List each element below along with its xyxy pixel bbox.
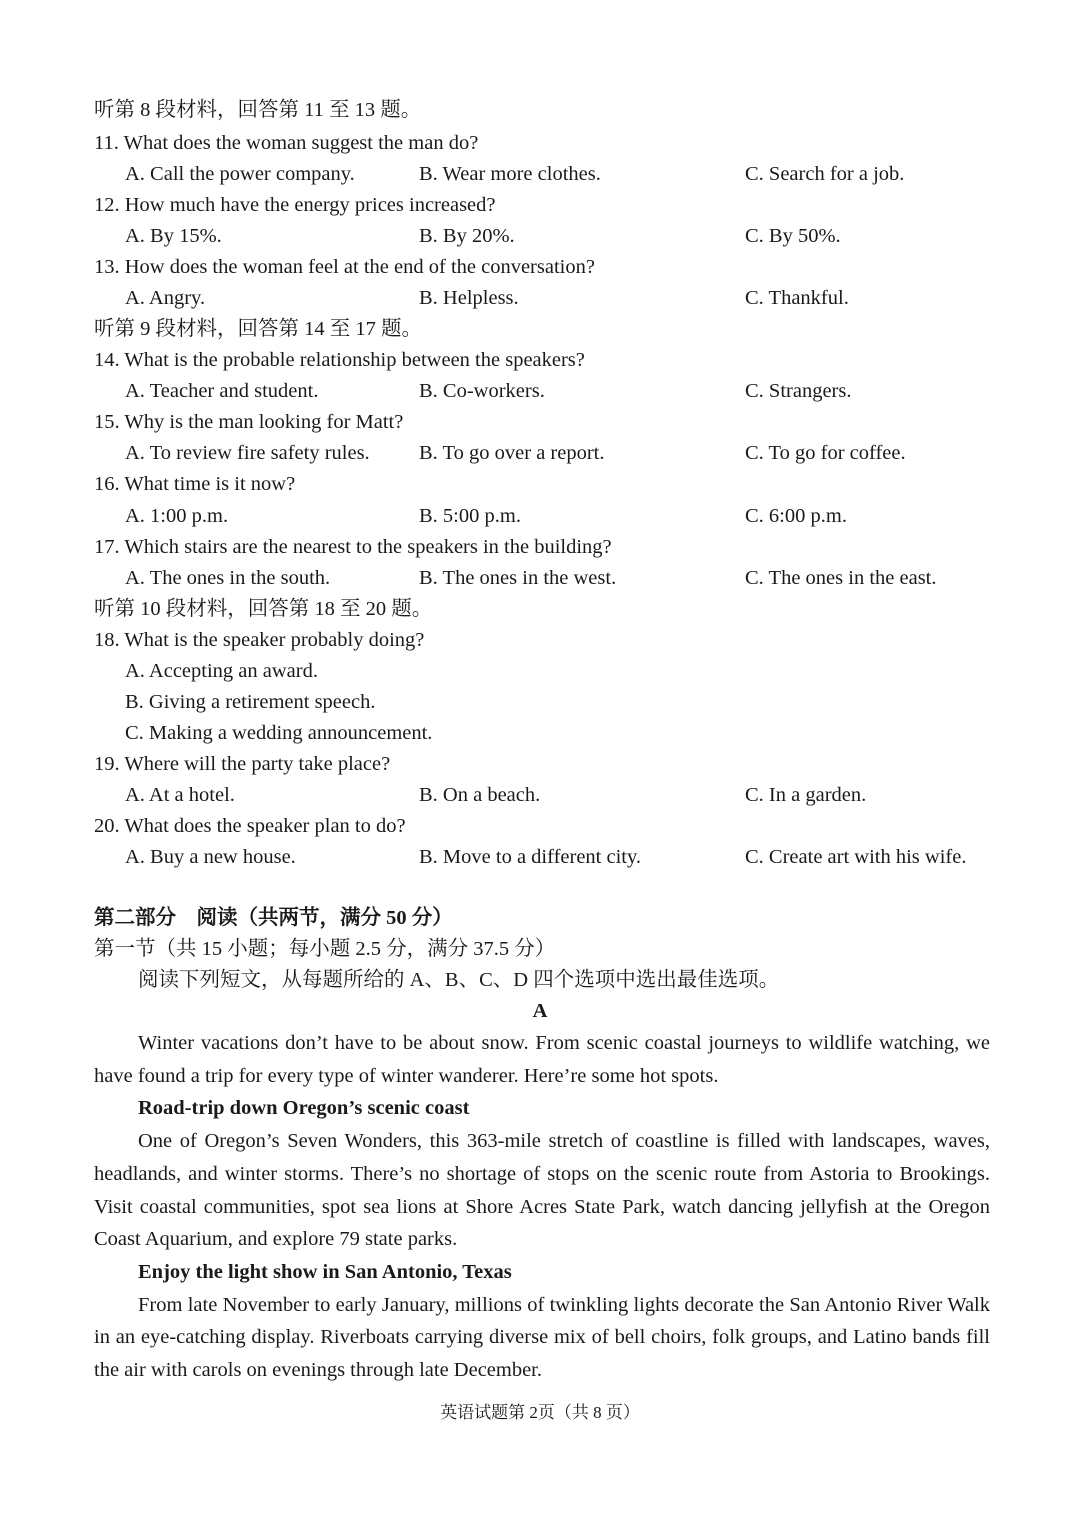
question-stem: 15. Why is the man looking for Matt? <box>94 411 404 433</box>
section-header: 听第 9 段材料，回答第 14 至 17 题。 <box>94 318 422 340</box>
option-b: B. On a beach. <box>419 784 541 806</box>
option-b: B. To go over a report. <box>419 442 605 464</box>
heading-san-antonio: Enjoy the light show in San Antonio, Texas <box>138 1260 512 1283</box>
question-stem: 18. What is the speaker probably doing? <box>94 629 425 651</box>
question-stem: 12. How much have the energy prices increased? <box>94 194 496 216</box>
option-c: C. In a garden. <box>745 784 867 806</box>
option-b: B. Helpless. <box>419 287 519 309</box>
question-stem: 14. What is the probable relationship between the speakers? <box>94 349 585 371</box>
option-b: B. The ones in the west. <box>419 567 617 589</box>
option-c: C. Strangers. <box>745 380 852 402</box>
passage-label: A <box>532 1000 548 1022</box>
option-a: A. Teacher and student. <box>125 380 319 402</box>
option-a: A. To review fire safety rules. <box>125 442 370 464</box>
section-header: 听第 8 段材料，回答第 11 至 13 题。 <box>94 99 422 121</box>
instruction: 阅读下列短文，从每题所给的 A、B、C、D 四个选项中选出最佳选项。 <box>138 969 780 991</box>
option-a: A. Buy a new house. <box>125 846 296 868</box>
section-header: 听第 10 段材料，回答第 18 至 20 题。 <box>94 598 433 620</box>
option-c: C. Create art with his wife. <box>745 846 967 868</box>
option-c: C. Thankful. <box>745 287 849 309</box>
option-a: A. At a hotel. <box>125 784 235 806</box>
option-b: B. Co-workers. <box>419 380 545 402</box>
option-a: A. The ones in the south. <box>125 567 331 589</box>
option-c: C. The ones in the east. <box>745 567 937 589</box>
option-c: C. Search for a job. <box>745 163 905 185</box>
option-a: A. Call the power company. <box>125 163 355 185</box>
question-stem: 20. What does the speaker plan to do? <box>94 815 406 837</box>
option-b: B. By 20%. <box>419 225 515 247</box>
question-stem: 16. What time is it now? <box>94 473 296 495</box>
option-a: A. Accepting an award. <box>125 660 318 682</box>
option-a: A. By 15%. <box>125 225 222 247</box>
option-b: B. Giving a retirement speech. <box>125 691 376 713</box>
option-a: A. 1:00 p.m. <box>125 505 229 527</box>
heading-oregon: Road-trip down Oregon’s scenic coast <box>138 1097 470 1120</box>
question-stem: 17. Which stairs are the nearest to the speakers in the building? <box>94 536 612 558</box>
page-footer: 英语试题第 2页（共 8 页） <box>440 1403 640 1422</box>
option-b: B. Wear more clothes. <box>419 163 601 185</box>
option-a: A. Angry. <box>125 287 206 309</box>
option-b: B. 5:00 p.m. <box>419 505 521 527</box>
option-c: C. To go for coffee. <box>745 442 906 464</box>
question-stem: 19. Where will the party take place? <box>94 753 391 775</box>
option-c: C. 6:00 p.m. <box>745 505 847 527</box>
passage-body <box>94 1027 990 1387</box>
question-stem: 11. What does the woman suggest the man do? <box>94 132 479 154</box>
option-c: C. Making a wedding announcement. <box>125 722 433 744</box>
question-stem: 13. How does the woman feel at the end of the conversation? <box>94 256 595 278</box>
section-title: 第一节（共 15 小题；每小题 2.5 分，满分 37.5 分） <box>94 938 556 960</box>
san-antonio-paragraph: From late November to early January, millions of twinkling lights decorate the San Antonio River Walk in an eye-catching display. Riverboats carrying diverse mix of bell choirs, folk groups, and Latino bands fill the air with carols on evenings through late December. <box>94 1293 990 1382</box>
oregon-paragraph: One of Oregon’s Seven Wonders, this 363-mile stretch of coastline is filled with landscapes, waves, headlands, and winter storms. There’s no shortage of stops on the scenic route from Astoria to Brookings. Visit coastal communities, spot sea lions at Shore Acres State Park, watch dancing jellyfish at the Oregon Coast Aquarium, and explore 79 state parks. <box>94 1130 990 1251</box>
option-c: C. By 50%. <box>745 225 841 247</box>
option-b: B. Move to a different city. <box>419 846 642 868</box>
part-title: 第二部分 阅读（共两节，满分 50 分） <box>94 907 453 929</box>
intro-paragraph: Winter vacations don’t have to be about snow. From scenic coastal journeys to wildlife watching, we have found a trip for every type of winter wanderer. Here’re some hot spots. <box>94 1032 990 1087</box>
